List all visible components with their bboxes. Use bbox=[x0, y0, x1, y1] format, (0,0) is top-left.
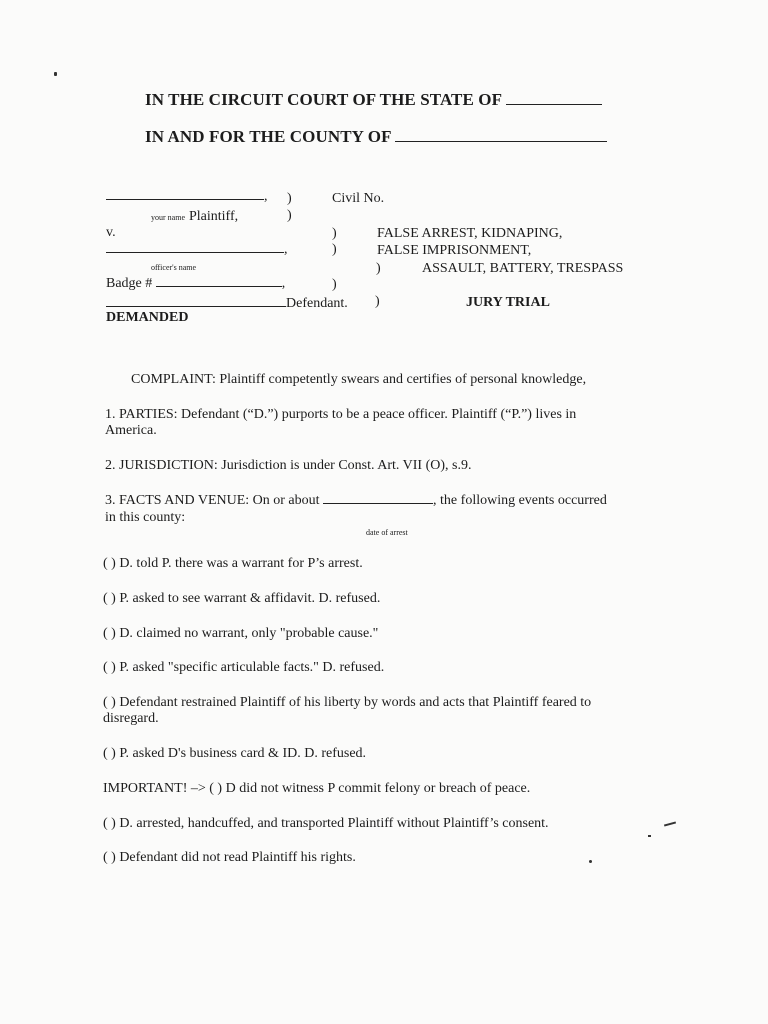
checklist-item: ( ) D. claimed no warrant, only "probable cause." bbox=[103, 626, 379, 641]
plaintiff-label-row bbox=[151, 207, 238, 225]
jury-trial-label: JURY TRIAL bbox=[466, 295, 550, 310]
charges-line3: ASSAULT, BATTERY, TRESPASS bbox=[422, 261, 624, 276]
checklist-item: ( ) P. asked to see warrant & affidavit. D. refused. bbox=[103, 591, 381, 606]
badge-row: Badge # , bbox=[106, 276, 286, 291]
parties-line2: America. bbox=[105, 423, 157, 438]
paren-4: ) bbox=[332, 242, 337, 257]
state-blank bbox=[506, 104, 602, 105]
scan-speck bbox=[664, 821, 676, 826]
checklist-item-continuation: disregard. bbox=[103, 711, 159, 726]
court-state-label: IN THE CIRCUIT COURT OF THE STATE OF bbox=[145, 90, 502, 109]
badge-blank bbox=[156, 286, 282, 287]
parties-line1: 1. PARTIES: Defendant (“D.”) purports to be a peace officer. Plaintiff (“P.”) lives in bbox=[105, 407, 577, 422]
facts-line1: 3. FACTS AND VENUE: On or about , the following events occurred bbox=[105, 493, 607, 508]
court-heading-line1 bbox=[145, 90, 602, 110]
plaintiff-name-row: , bbox=[106, 189, 268, 205]
paren-2: ) bbox=[287, 208, 292, 223]
charges-line2: FALSE IMPRISONMENT, bbox=[377, 243, 532, 258]
jurisdiction-line: 2. JURISDICTION: Jurisdiction is under Const. Art. VII (O), s.9. bbox=[105, 458, 472, 473]
paren-1: ) bbox=[287, 191, 292, 206]
important-checklist-item: IMPORTANT! –> ( ) D did not witness P commit felony or breach of peace. bbox=[103, 781, 531, 796]
facts-line2: in this county: bbox=[105, 510, 186, 525]
demanded-label: DEMANDED bbox=[106, 310, 189, 325]
officer-name-row: , bbox=[106, 242, 288, 258]
defendant-label: Defendant. bbox=[286, 296, 348, 311]
versus-label: v. bbox=[106, 225, 116, 240]
checklist-item: ( ) D. told P. there was a warrant for P’s arrest. bbox=[103, 556, 363, 571]
officer-hint: officer's name bbox=[151, 263, 197, 272]
paren-5: ) bbox=[376, 261, 381, 276]
checklist-item: ( ) Defendant restrained Plaintiff of his liberty by words and acts that Plaintiff feared to bbox=[103, 695, 592, 710]
scan-speck bbox=[589, 860, 592, 863]
badge-label: Badge # bbox=[106, 276, 153, 291]
date-blank bbox=[323, 503, 433, 504]
paren-7: ) bbox=[375, 294, 380, 309]
paren-3: ) bbox=[332, 226, 337, 241]
checklist-item: ( ) D. arrested, handcuffed, and transported Plaintiff without Plaintiff’s consent. bbox=[103, 816, 549, 831]
defendant-blank bbox=[106, 292, 286, 307]
scan-speck bbox=[54, 72, 57, 76]
court-county-label: IN AND FOR THE COUNTY OF bbox=[145, 127, 391, 146]
scan-speck bbox=[648, 835, 651, 837]
complaint-intro: COMPLAINT: Plaintiff competently swears and certifies of personal knowledge, bbox=[131, 372, 587, 387]
charges-line1: FALSE ARREST, KIDNAPING, bbox=[377, 226, 563, 241]
checklist-item: ( ) Defendant did not read Plaintiff his rights. bbox=[103, 850, 356, 865]
plaintiff-name-blank bbox=[106, 199, 264, 200]
court-heading-line2 bbox=[145, 127, 607, 147]
plaintiff-label: Plaintiff, bbox=[189, 209, 239, 224]
civil-no-label: Civil No. bbox=[332, 191, 385, 206]
county-blank bbox=[395, 141, 607, 142]
paren-6: ) bbox=[332, 277, 337, 292]
checklist-item: ( ) P. asked "specific articulable facts." D. refused. bbox=[103, 660, 385, 675]
officer-name-blank bbox=[106, 252, 284, 253]
checklist-item: ( ) P. asked D's business card & ID. D. refused. bbox=[103, 746, 367, 761]
date-hint: date of arrest bbox=[366, 528, 408, 537]
plaintiff-hint: your name bbox=[151, 213, 185, 222]
defendant-row bbox=[106, 292, 348, 312]
